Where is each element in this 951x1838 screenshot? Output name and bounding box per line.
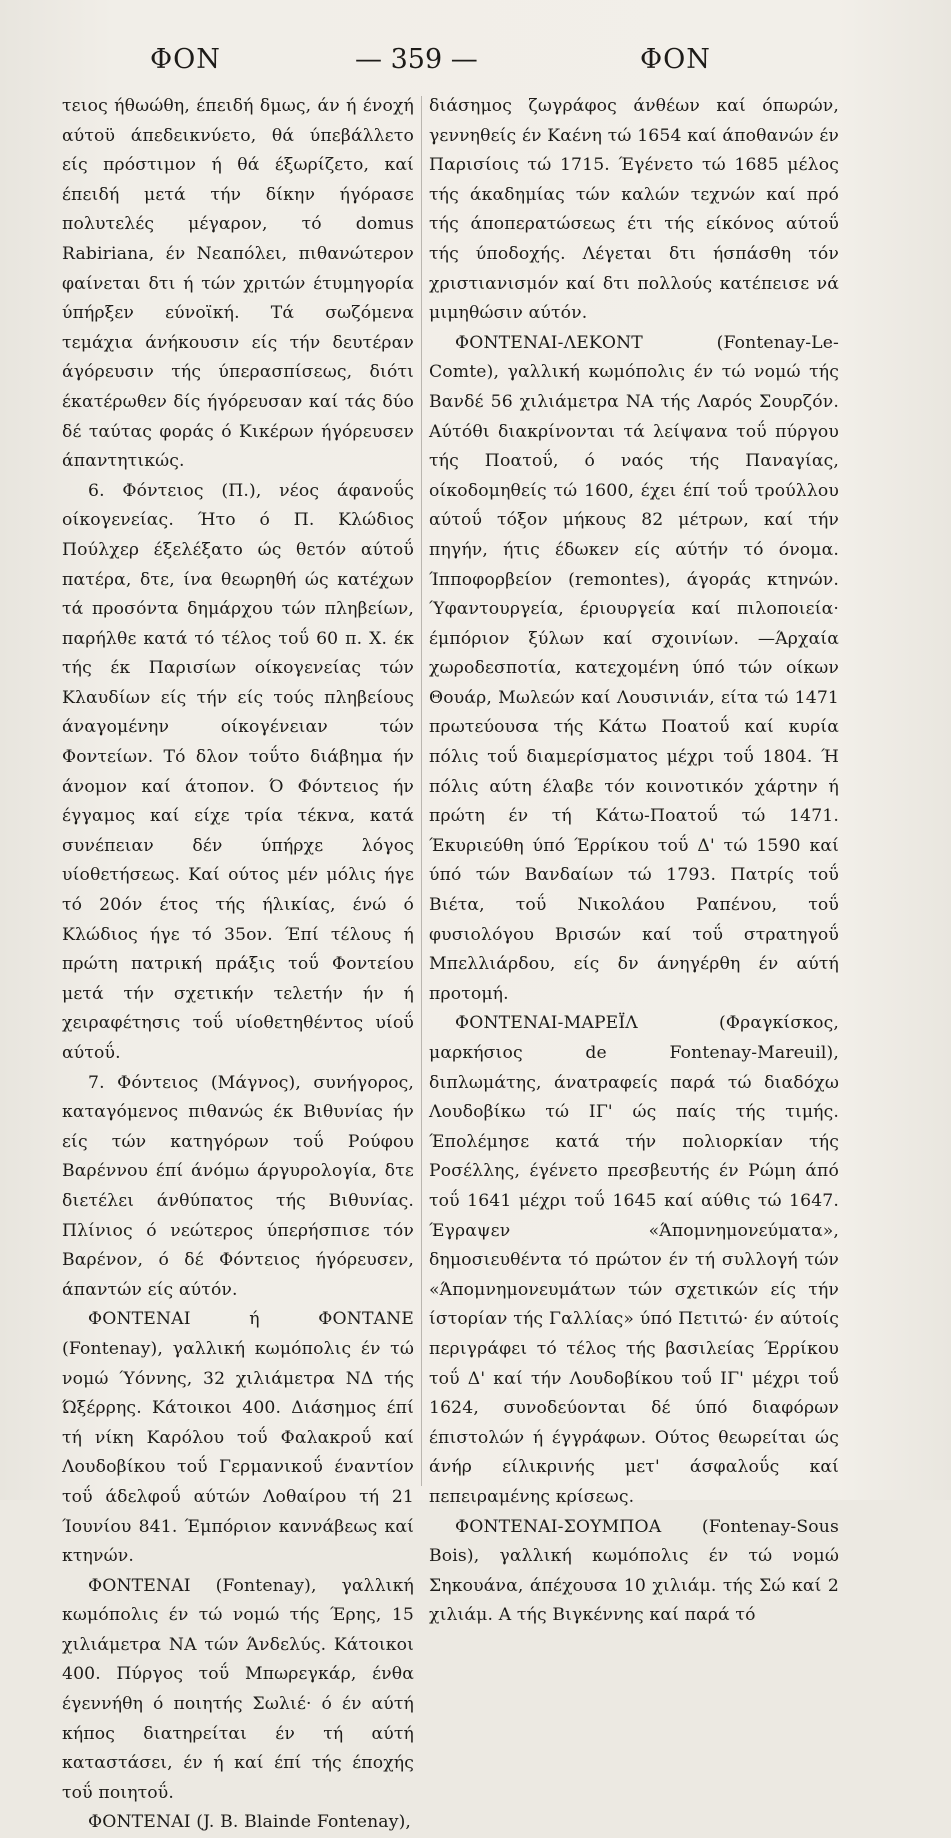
header-right-keyword: ΦΟΝ	[640, 44, 711, 75]
paragraph: ΦΟΝΤΕΝΑΙ ή ΦΟΝΤΑΝΕ (Fontenay), γαλλική κωμόπολις έν τώ νομώ Ύόννης, 32 χιλιάμετρα ΝΔ τής Ώξέρρης. Κάτοικοι 400. Διάσημος έπί τή νίκη Καρόλου τοΰ Φαλακροΰ καί Λουδοβίκου τοΰ Γερμανικοΰ έναντίον τοΰ άδελφοΰ αύτών Λοθαίρου τή 21 Ίουνίου 841. Έμπόριον καννάβεως καί κτηνών.	[62, 1309, 414, 1567]
header-left-keyword: ΦΟΝ	[150, 44, 221, 75]
right-column	[429, 92, 839, 1626]
paragraph: ΦΟΝΤΕΝΑΙ (Fontenay), γαλλική κωμόπολις έν τώ νομώ τής Έρης, 15 χιλιάμετρα ΝΑ τών Άνδελύς. Κάτοικοι 400. Πύργος τοΰ Μπωρεγκάρ, ένθα έγεννήθη ό ποιητής Σωλιέ· ό έν αύτή κήπος διατηρείται έν τή αύτή καταστάσει, έν ή καί έπί τής έποχής τοΰ ποιητοΰ.	[62, 1575, 414, 1803]
page-number: — 359 —	[355, 44, 478, 75]
paragraph: διάσημος ζωγράφος άνθέων καί όπωρών, γεννηθείς έν Καένη τώ 1654 καί άποθανών έν Παρισίοις τώ 1715. Έγένετο τώ 1685 μέλος τής άκαδημίας τών καλών τεχνών καί πρό τής άποπερατώσεως έτι τής είκόνος αύτοΰ τής ύποδοχής. Λέγεται δτι ήσπάσθη τόν χριστιανισμόν καί δτι πολλούς κατέπεισε νά μιμηθώσιν αύτόν.	[429, 96, 839, 324]
paragraph: ΦΟΝΤΕΝΑΙ-ΛΕΚΟΝΤ (Fontenay-Le-Comte), γαλλική κωμόπολις έν τώ νομώ τής Βανδέ 56 χιλιάμετρα ΝΑ τής Λαρός Σουρζόν. Αύτόθι διακρίνονται τά λείψανα τοΰ πύργου τής Ποατοΰ, ό ναός τής Παναγίας, οίκοδομηθείς τώ 1600, έχει έπί τοΰ τρούλλου αύτοΰ τόξον μήκους 82 μέτρων, καί τήν πηγήν, ήτις έδωκεν είς αύτήν τό όνομα. Ίπποφορβείον (remontes), άγοράς κτηνών. Ύφαντουργεία, έριουργεία καί πιλοποιεία· έμπόριον ξύλων καί σχοινίων. —Άρχαία χωροδεσποτία, κατεχομένη ύπό τών οίκων Θουάρ, Μωλεών καί Λουσινιάν, είτα τώ 1471 πρωτεύουσα τής Κάτω Ποατοΰ καί κυρία πόλις τοΰ διαμερίσματος μέχρι τοΰ 1804. Ή πόλις αύτη έλαβε τόν κοινοτικόν χάρτην ή πρώτη έν τή Κάτω-Ποατοΰ τώ 1471. Έκυριεύθη ύπό Έρρίκου τοΰ Δ' τώ 1590 καί ύπό τών Βανδαίων τώ 1793. Πατρίς τοΰ Βιέτα, τοΰ Νικολάου Ραπένου, τοΰ φυσιολόγου Βρισών καί τοΰ στρατηγοΰ Μπελλιάρδου, είς δν άνηγέρθη έν αύτή προτομή.	[429, 332, 839, 1004]
left-column	[62, 92, 414, 1833]
paragraph: τειος ήθωώθη, έπειδή δμως, άν ή ένοχή αύτοϋ άπεδεικνύετο, θά ύπεβάλλετο είς πρόστιμον ή θά έξωρίζετο, καί έπειδή μετά τήν δίκην ήγόρασε πολυτελές μέγαρον, τό domus Rabiriana, έν Νεαπόλει, πιθανώτερον φαίνεται δτι ή τών χριτών έτυμηγορία ύπήρξεν εύνοϊκή. Τά σωζόμενα τεμάχια άνήκουσιν είς τήν δευτέραν άγόρευσιν τής ύπερασπίσεως, διότι έκατέρωθεν δίς ήγόρευσαν καί τάς δύο δέ ταύτας φοράς ό Κικέρων ήγόρευσεν άπαντητικώς.	[62, 96, 414, 472]
column-divider	[421, 96, 422, 1486]
paragraph: 7. Φόντειος (Μάγνος), συνήγορος, καταγόμενος πιθανώς έκ Βιθυνίας ήν είς τών κατηγόρων τοΰ Ρούφου Βαρέννου έπί άνόμω άργυρολογία, δτε διετέλει άνθύπατος τής Βιθυνίας. Πλίνιος ό νεώτερος ύπερήσπισε τόν Βαρένον, ό δέ Φόντειος ήγόρευσεν, άπαντών είς αύτόν.	[62, 1072, 414, 1300]
page-header	[0, 44, 951, 84]
paragraph: 6. Φόντειος (Π.), νέος άφανοΰς οίκογενείας. Ήτο ό Π. Κλώδιος Πούλχερ έξελέξατο ώς θετόν αύτοΰ πατέρα, δτε, ίνα θεωρηθή ώς κατέχων τά προσόντα δημάρχου τών πληβείων, παρήλθε κατά τό τέλος τοΰ 60 π. Χ. έκ τής έκ Παρισίων οίκογενείας τών Κλαυδίων είς τήν είς τούς πληβείους άναγομένην οίκογένειαν τών Φοντείων. Τό δλον τοΰτο διάβημα ήν άνομον καί άτοπον. Ό Φόντειος ήν έγγαμος καί είχε τρία τέκνα, κατά συνέπειαν δέν ύπήρχε λόγος υίοθετήσεως. Καί ούτος μέν μόλις ήγε τό 20όν έτος τής ήλικίας, ένώ ό Κλώδιος ήγε τό 35ον. Έπί τέλους ή πρώτη πατρική πράξις τοΰ Φοντείου μετά τήν σχετικήν τελετήν ήν ή χειραφέτησις τοΰ υίοθετηθέντος υίοΰ αύτοΰ.	[62, 480, 414, 1063]
paragraph: ΦΟΝΤΕΝΑΙ-ΜΑΡΕΪΛ (Φραγκίσκος, μαρκήσιος de Fontenay-Mareuil), διπλωμάτης, άνατραφείς παρά τώ διαδόχω Λουδοβίκω τώ ΙΓ' ώς παίς τής τιμής. Έπολέμησε κατά τήν πολιορκίαν τής Ροσέλλης, έγένετο πρεσβευτής έν Ρώμη άπό τοΰ 1641 μέχρι τοΰ 1645 καί αύθις τώ 1647. Έγραψεν «Άπομνημονεύματα», δημοσιευθέντα τό πρώτον έν τή συλλογή τών «Άπομνημονευμάτων τών σχετικών είς τήν ίστορίαν τής Γαλλίας» ύπό Πετιτώ· έν αύτοίς περιγράφει τό τέλος τής βασιλείας Έρρίκου τοΰ Δ' καί τήν Λουδοβίκου τοΰ ΙΓ' μέχρι τοΰ 1624, συνοδεύονται δέ ύπό διαφόρων έπιστολών ή έγγράφων. Ούτος θεωρείται ώς άνήρ είλικρινής μετ' άσφαλοΰς καί πεπειραμένης κρίσεως.	[429, 1013, 839, 1507]
paragraph: ΦΟΝΤΕΝΑΙ-ΣΟΥΜΠΟΑ (Fontenay-Sous Bois), γαλλική κωμόπολις έν τώ νομώ Σηκουάνα, άπέχουσα 10 χιλιάμ. τής Σώ καί 2 χιλιάμ. Α τής Βιγκέννης καί παρά τό	[429, 1516, 839, 1626]
paragraph: ΦΟΝΤΕΝΑΙ (J. B. Blainde Fontenay),	[88, 1812, 412, 1833]
